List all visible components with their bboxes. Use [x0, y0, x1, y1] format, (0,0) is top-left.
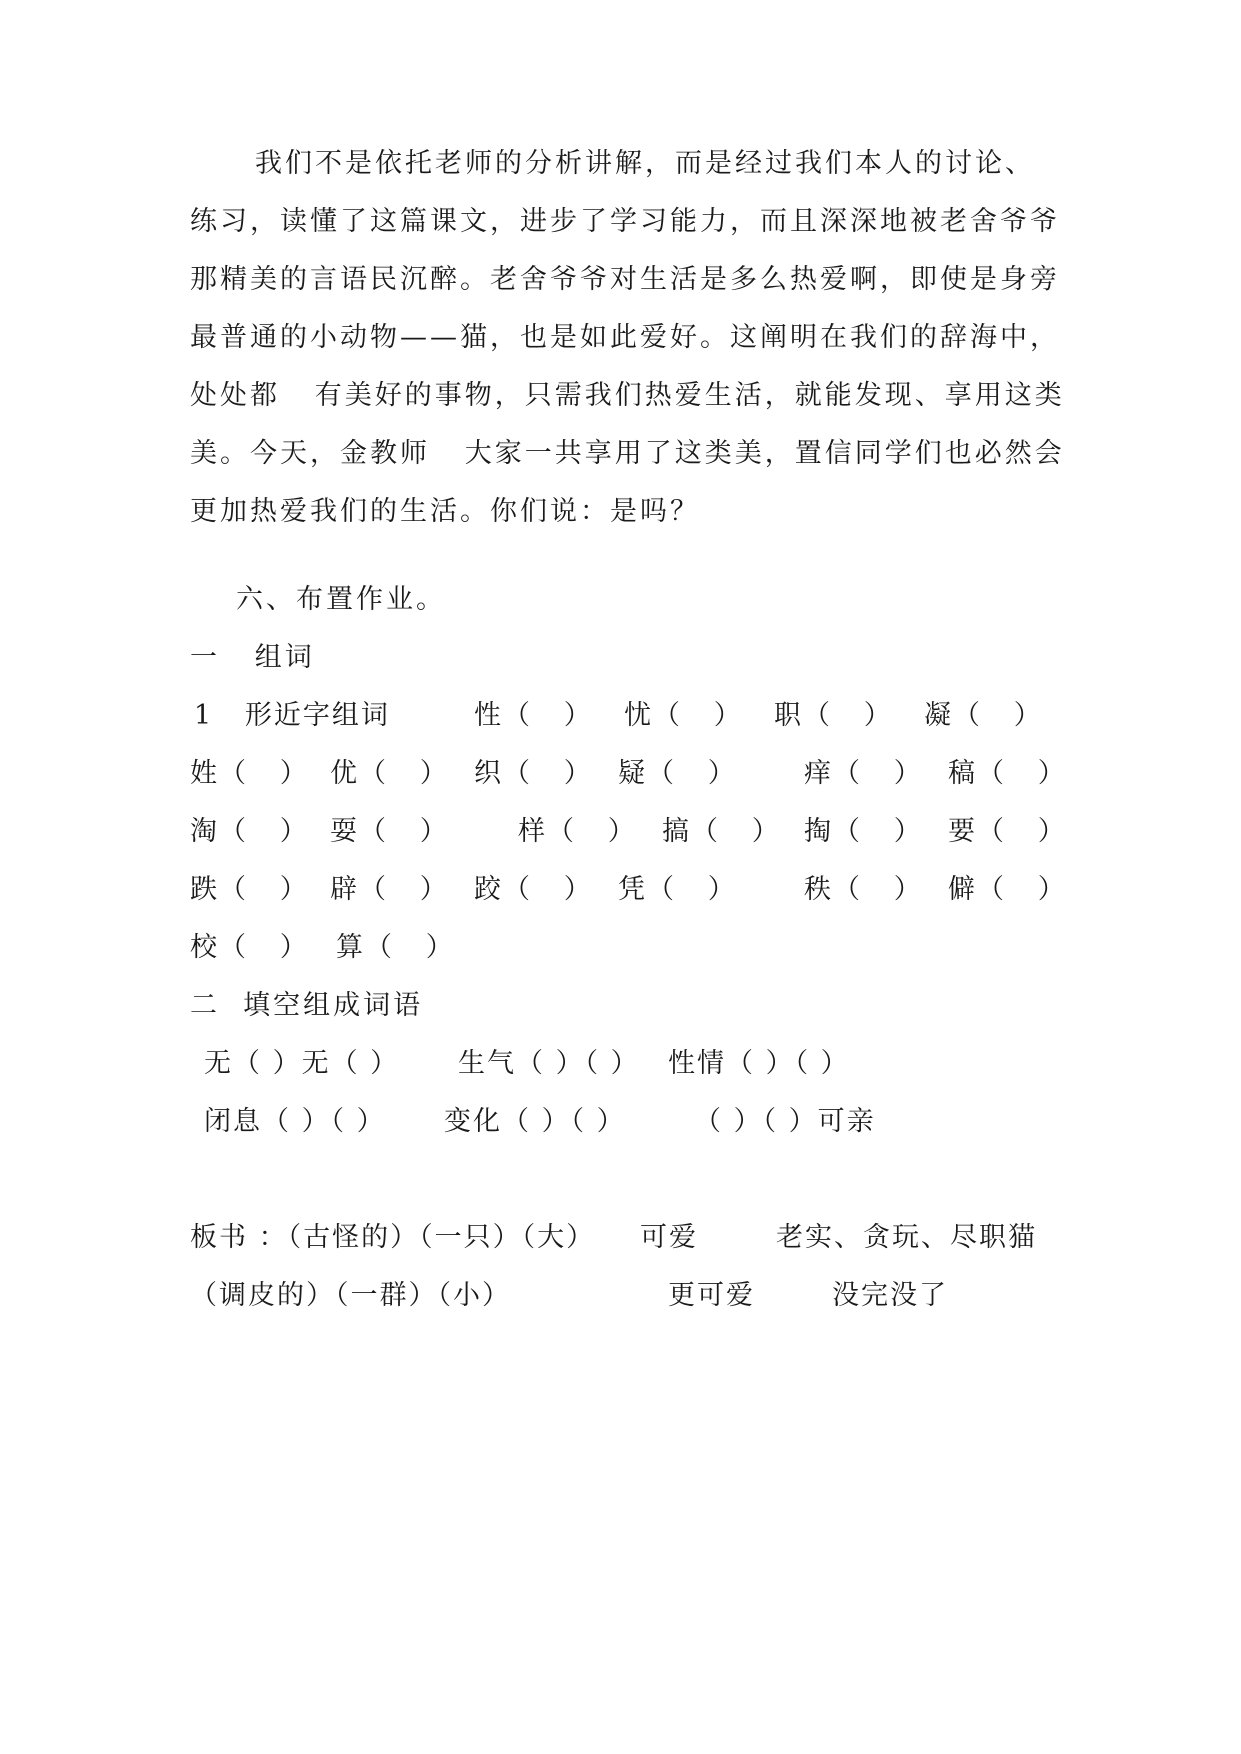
word-blank: 职（ ） — [774, 700, 893, 731]
board-row2-mid: 更可爱 — [668, 1280, 755, 1311]
word-blank: 疑（ ） — [618, 758, 737, 789]
word-blank: 耍（ ） — [330, 816, 449, 847]
paragraph-line-5: 处处都 有美好的事物，只需我们热爱生活，就能发现、享用这类 — [190, 380, 1065, 411]
board-row1-mid: 可爱 — [640, 1222, 698, 1253]
word-blank: 性（ ） — [474, 700, 593, 731]
paragraph-line-1: 我们不是依托老师的分析讲解，而是经过我们本人的讨论、 — [255, 148, 1035, 179]
word-blank: 搞（ ） — [662, 816, 781, 847]
word-blank: 样（ ） — [518, 816, 637, 847]
word-blank: 凭（ ） — [618, 874, 737, 905]
word-blank: 掏（ ） — [804, 816, 923, 847]
paragraph-line-3: 那精美的言语民沉醉。老舍爷爷对生活是多么热爱啊，即使是身旁 — [190, 264, 1060, 295]
fill-blank: 生气（ ）（ ） — [458, 1048, 640, 1079]
word-blank: 要（ ） — [948, 816, 1067, 847]
word-blank: 凝（ ） — [924, 700, 1043, 731]
fill-blank: 无（ ）无（ ） — [204, 1048, 400, 1079]
word-blank: 稿（ ） — [948, 758, 1067, 789]
board-row2-right: 没完没了 — [832, 1280, 948, 1311]
word-blank: 淘（ ） — [190, 816, 309, 847]
word-blank: 痒（ ） — [804, 758, 923, 789]
word-blank: 忧（ ） — [624, 700, 743, 731]
word-blank: 优（ ） — [330, 758, 449, 789]
part-two-heading: 二 填空组成词语 — [190, 990, 424, 1021]
paragraph-line-7: 更加热爱我们的生活。你们说：是吗？ — [190, 496, 700, 527]
paragraph-line-6: 美。今天，金教师 大家一共享用了这类美，置信同学们也必然会 — [190, 438, 1065, 469]
board-row1-right: 老实、贪玩、尽职猫 — [776, 1222, 1037, 1253]
fill-blank: 闭息（ ）（ ） — [204, 1106, 386, 1137]
word-blank: 辟（ ） — [330, 874, 449, 905]
paragraph-line-2: 练习，读懂了这篇课文，进步了学习能力，而且深深地被老舍爷爷 — [190, 206, 1060, 237]
word-blank: 秩（ ） — [804, 874, 923, 905]
word-blank: 校（ ） — [190, 932, 309, 963]
fill-blank: （ ）（ ）可亲 — [694, 1106, 876, 1137]
word-blank: 僻（ ） — [948, 874, 1067, 905]
fill-blank: 性情（ ）（ ） — [668, 1048, 850, 1079]
section-heading: 六、布置作业。 — [236, 584, 446, 615]
word-blank: 姓（ ） — [190, 758, 309, 789]
word-blank: 跤（ ） — [474, 874, 593, 905]
board-row2-left: （调皮的）（一群）（小） — [190, 1280, 511, 1311]
word-blank: 跌（ ） — [190, 874, 309, 905]
word-blank: 算（ ） — [336, 932, 455, 963]
part-one-row1-label: 1 形近字组词 — [194, 700, 390, 731]
word-blank: 织（ ） — [474, 758, 593, 789]
paragraph-line-4: 最普通的小动物——猫，也是如此爱好。这阐明在我们的辞海中， — [190, 322, 1060, 353]
fill-blank: 变化（ ）（ ） — [444, 1106, 626, 1137]
part-one-heading: 一 组词 — [190, 642, 315, 673]
board-row1-left: 板书 ：（古怪的）（一只）（大） — [190, 1222, 596, 1253]
